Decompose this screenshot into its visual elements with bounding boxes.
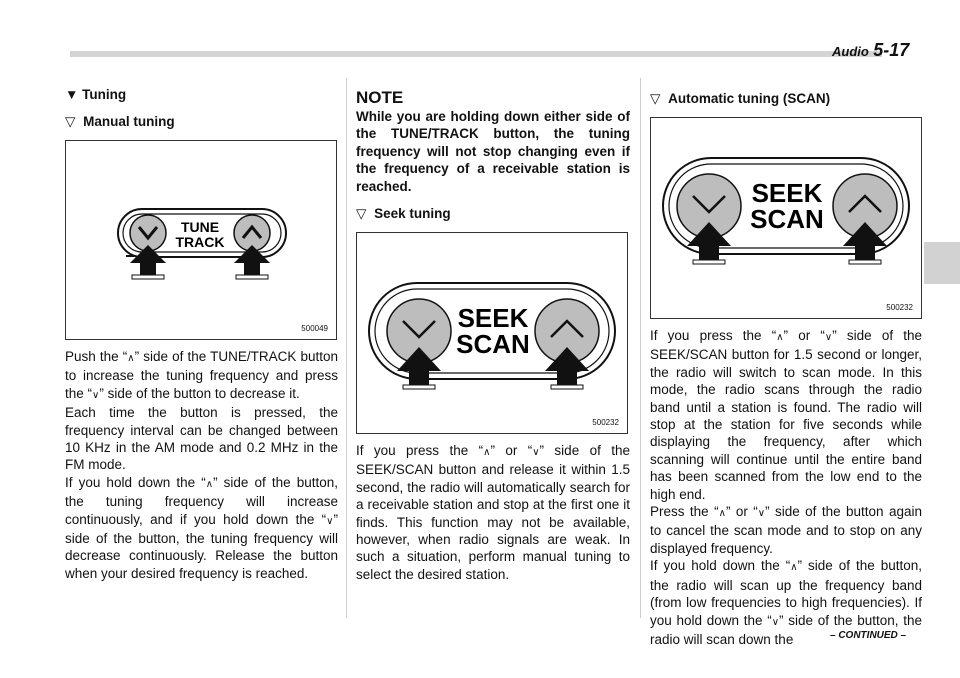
chapter-tab [924,242,960,284]
paragraph-hold: If you hold down the “∧” side of the button, the tuning frequency will increase continuously, and if you hold down the “∨” side of the button, the tuning frequency will decrease continuously. Release the button when your desired frequency is reached. [65,474,338,581]
heading-marker: ▼ [65,87,79,102]
paragraph-scan-direction: If you hold down the “∧” side of the button, the radio will scan up the frequency band (from low frequencies to high frequencies). If you hold down the “∨” side of the button, the radio will scan down the [650,558,922,647]
sub-marker: ▽ [356,206,367,222]
subheading-manual [65,113,338,131]
subheading-text: Seek tuning [374,206,451,222]
page-header [832,40,909,61]
subheading-text: Manual tuning [83,114,175,129]
down-arrow-icon: ∨ [824,332,833,343]
paragraph-interval: Each time the button is pressed, the frequency interval can be changed between 10 KHz in the AM mode and 0.2 MHz in the FM mode. [65,405,338,473]
paragraph-push: Push the “∧” side of the TUNE/TRACK button to increase the tuning frequency and press the “∨” side of the button to decrease it. [65,349,338,401]
note-title: NOTE [356,88,404,107]
down-arrow-icon: ∨ [757,508,766,520]
note-body: While you are holding down either side of the TUNE/TRACK button, the tuning frequency will not stop changing even if the frequency of a receivable station is reached. [356,109,630,194]
figure-label-scan: SCAN [456,329,530,360]
column-divider [640,78,641,618]
subheading-text: Automatic tuning (SCAN) [668,91,831,106]
figure-label-seek: SEEK [751,178,823,208]
seek-scan-figure-2 [650,117,922,319]
up-arrow-icon: ∧ [127,353,135,364]
seek-scan-figure-1 [356,232,628,434]
down-arrow-icon: ∨ [532,447,540,459]
seek-scan-illustration [357,233,627,433]
sub-marker: ▽ [650,91,661,106]
figure-label-seek: SEEK [457,303,529,334]
down-arrow-icon: ∨ [326,515,334,527]
continued-footer: – CONTINUED – [830,630,907,641]
figure-label-track: TRACK [175,234,225,250]
figure-label-tune: TUNE [180,219,220,235]
heading-text: Tuning [82,87,127,102]
tune-track-illustration [66,141,336,339]
figure-code: 500232 [592,418,619,428]
section-name: Audio [832,44,869,59]
subheading-auto [650,90,922,108]
page-number: 5-17 [873,40,910,60]
figure-code: 500049 [301,324,328,333]
column-1 [65,86,338,582]
up-arrow-icon: ∧ [718,508,726,520]
seek-scan-illustration [651,118,921,318]
up-arrow-icon: ∧ [205,478,214,490]
down-arrow-icon: ∨ [771,616,780,628]
paragraph-seek: If you press the “∧” or “∨” side of the SEEK/SCAN button and release it within 1.5 second, the radio will automatically search for a receivable station and stop at the first one it finds. This function may not be available, however, when radio signals are weak. In such a situation, perform manual tuning to select the desired station. [356,443,631,582]
header-rule [70,51,882,57]
figure-code: 500232 [886,303,913,312]
figure-label-scan: SCAN [750,204,824,234]
paragraph-cancel: Press the “∧” or “∨” side of the button again to cancel the scan mode and to stop on any displayed frequency. [650,504,923,556]
section-heading [65,86,338,104]
up-arrow-icon: ∧ [776,332,784,343]
column-divider [346,78,347,618]
paragraph-scan: If you press the “∧” or “∨” side of the SEEK/SCAN button for 1.5 second or longer, the radio will switch to scan mode. In this mode, the radio scans through the radio band until a station is found. The radio will stop at the station for five seconds while displaying the frequency, after which scanning will continue until the entire band has been scanned from the low end to the high end. [650,328,923,502]
column-3 [650,86,922,648]
sub-marker: ▽ [65,114,76,129]
subheading-seek [356,205,630,223]
tune-track-figure [65,140,337,340]
up-arrow-icon: ∧ [483,447,491,459]
column-2 [356,86,630,583]
down-arrow-icon: ∨ [92,389,100,401]
up-arrow-icon: ∧ [790,562,798,574]
